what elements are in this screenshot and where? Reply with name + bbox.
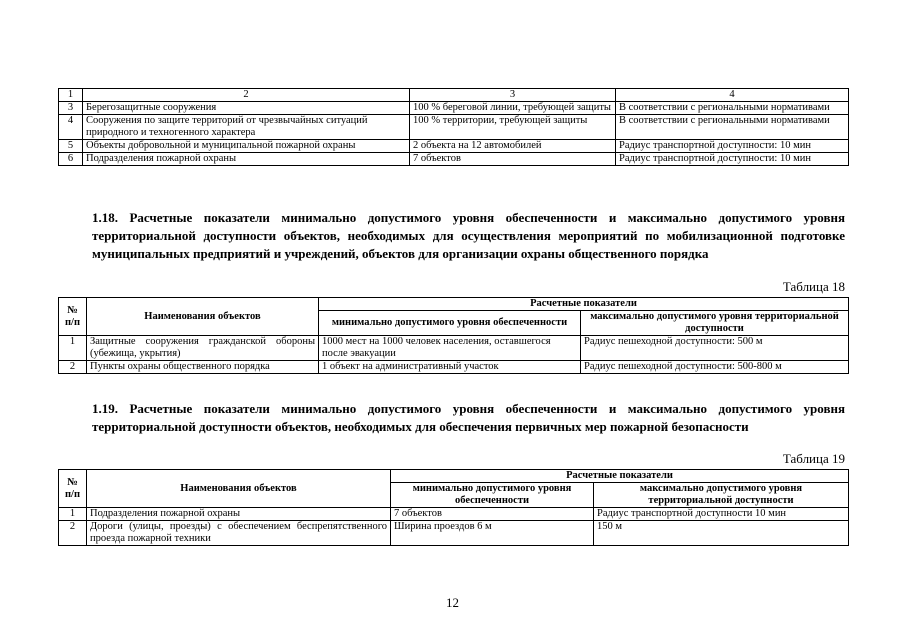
max-value: Радиус транспортной доступности: 10 мин: [616, 140, 849, 153]
object-name: Объекты добровольной и муниципальной пожарной охраны: [83, 140, 410, 153]
row-number: 3: [59, 102, 83, 115]
table-header-row: [59, 89, 849, 102]
header-name: Наименования объектов: [87, 470, 391, 508]
row-number: 6: [59, 153, 83, 166]
header-num: № п/п: [59, 298, 87, 336]
max-value: Радиус транспортной доступности 10 мин: [594, 508, 849, 521]
table-row: [59, 508, 849, 521]
section-heading-1-19: 1.19. Расчетные показатели минимально допустимого уровня обеспеченности и максимально допустимого уровня территориальной доступности объектов, необходимых для обеспечения первичных мер пожарной безопасности: [92, 401, 845, 434]
max-value: Радиус транспортной доступности: 10 мин: [616, 153, 849, 166]
row-number: 1: [59, 336, 87, 361]
header-max: максимально допустимого уровня территориальной доступности: [581, 311, 849, 336]
row-number: 1: [59, 508, 87, 521]
min-value: 1 объект на административный участок: [319, 361, 581, 374]
table-row: [59, 102, 849, 115]
row-number: 2: [59, 521, 87, 546]
header-group: Расчетные показатели: [319, 298, 849, 311]
table-row: [59, 361, 849, 374]
object-name: Защитные сооружения гражданской обороны (убежища, укрытия): [87, 336, 319, 361]
max-value: 150 м: [594, 521, 849, 546]
object-name: Подразделения пожарной охраны: [83, 153, 410, 166]
object-name: Пункты охраны общественного порядка: [87, 361, 319, 374]
max-value: Радиус пешеходной доступности: 500-800 м: [581, 361, 849, 374]
header-cell: 4: [616, 89, 849, 102]
min-value: 100 % береговой линии, требующей защиты: [410, 102, 616, 115]
object-name: Дороги (улицы, проезды) с обеспечением беспрепятственного проезда пожарной техники: [87, 521, 391, 546]
header-cell: 2: [83, 89, 410, 102]
object-name: Сооружения по защите территорий от чрезвычайных ситуаций природного и техногенного характера: [83, 115, 410, 140]
header-name: Наименования объектов: [87, 298, 319, 336]
page-number: 12: [446, 595, 459, 610]
row-number: 2: [59, 361, 87, 374]
max-value: В соответствии с региональными нормативами: [616, 115, 849, 140]
object-name: Берегозащитные сооружения: [83, 102, 410, 115]
header-min: минимально допустимого уровня обеспеченности: [319, 311, 581, 336]
object-name: Подразделения пожарной охраны: [87, 508, 391, 521]
table-18: [58, 297, 849, 374]
table-row: [59, 336, 849, 361]
header-group: Расчетные показатели: [391, 470, 849, 483]
header-cell: 1: [59, 89, 83, 102]
table-header-row: [59, 298, 849, 311]
table-19: [58, 469, 849, 546]
section-heading-1-18: 1.18. Расчетные показатели минимально допустимого уровня обеспеченности и максимально допустимого уровня территориальной доступности объектов, необходимых для осуществления мероприятий по мобилизационной подготовке муниципальных предприятий и учреждений, объектов для организации охраны общественного порядка: [92, 210, 845, 261]
table-row: [59, 521, 849, 546]
min-value: 100 % территории, требующей защиты: [410, 115, 616, 140]
header-cell: 3: [410, 89, 616, 102]
max-value: В соответствии с региональными нормативами: [616, 102, 849, 115]
row-number: 5: [59, 140, 83, 153]
max-value: Радиус пешеходной доступности: 500 м: [581, 336, 849, 361]
min-value: Ширина проездов 6 м: [391, 521, 594, 546]
min-value: 2 объекта на 12 автомобилей: [410, 140, 616, 153]
header-num: № п/п: [59, 470, 87, 508]
header-max: максимально допустимого уровня территориальной доступности: [594, 483, 849, 508]
row-number: 4: [59, 115, 83, 140]
table-caption-18: Таблица 18: [782, 279, 845, 294]
table-row: [59, 140, 849, 153]
min-value: 7 объектов: [391, 508, 594, 521]
table-continuation: [58, 88, 849, 166]
table-caption-19: Таблица 19: [782, 451, 845, 466]
min-value: 7 объектов: [410, 153, 616, 166]
table-row: [59, 115, 849, 140]
header-min: минимально допустимого уровня обеспеченности: [391, 483, 594, 508]
min-value: 1000 мест на 1000 человек населения, оставшегося после эвакуации: [319, 336, 581, 361]
table-header-row: [59, 470, 849, 483]
table-row: [59, 153, 849, 166]
